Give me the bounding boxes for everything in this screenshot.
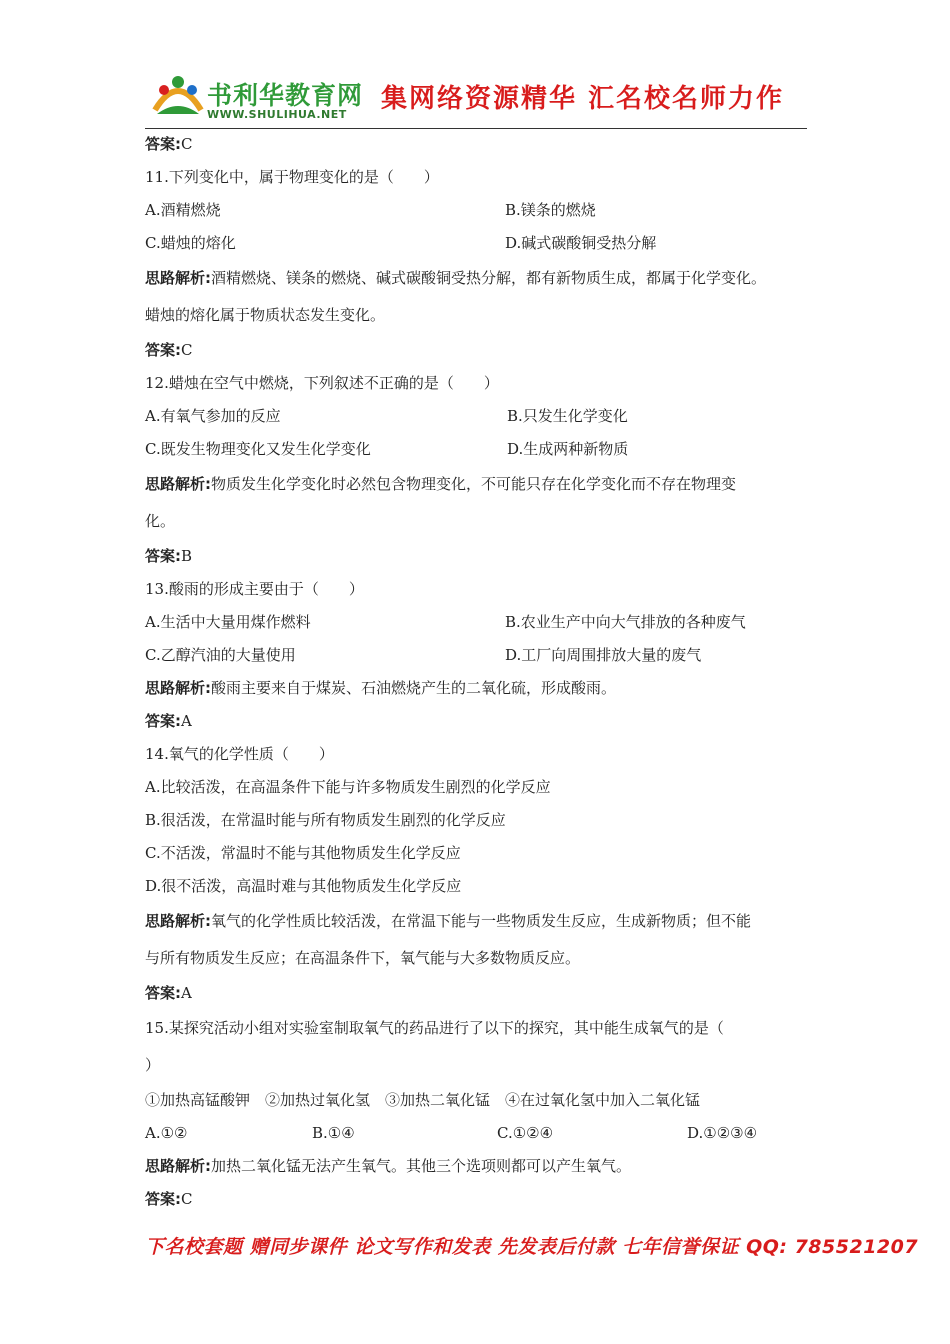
analysis-label: 思路解析: [145, 912, 211, 930]
option-c: C.不活泼，常温时不能与其他物质发生化学反应 [145, 844, 461, 862]
option-c: C.乙醇汽油的大量使用 [145, 646, 296, 664]
answer-line [145, 1183, 820, 1216]
answer-label: 答案: [145, 1190, 181, 1208]
option-d: D.碱式碳酸铜受热分解 [505, 234, 657, 252]
question-11: 11.下列变化中，属于物理变化的是（ ） [145, 168, 439, 186]
answer-value: B [181, 547, 193, 565]
option-b: B.镁条的燃烧 [505, 201, 596, 219]
answer-label: 答案: [145, 547, 181, 565]
option-b: B.很活泼，在常温时能与所有物质发生剧烈的化学反应 [145, 811, 506, 829]
option-a: A.比较活泼，在高温条件下能与许多物质发生剧烈的化学反应 [145, 778, 551, 796]
analysis-line [145, 260, 820, 297]
options-row [145, 1117, 820, 1150]
question-15-cont: ） [145, 1056, 161, 1074]
analysis-line: 蜡烛的熔化属于物质状态发生变化。 [145, 306, 386, 324]
answer-line [145, 540, 820, 573]
answer-value: A [181, 984, 192, 1002]
analysis-line [145, 903, 820, 940]
option-d: D.工厂向周围排放大量的废气 [505, 646, 702, 664]
option-b: B.只发生化学变化 [507, 407, 628, 425]
analysis-line: 化。 [145, 512, 176, 530]
analysis-line [145, 672, 820, 705]
analysis-text: 酸雨主要来自于煤炭、石油燃烧产生的二氧化硫，形成酸雨。 [211, 679, 617, 697]
analysis-label: 思路解析: [145, 269, 211, 287]
option-b: B.农业生产中向大气排放的各种废气 [505, 613, 746, 631]
page-content [145, 128, 820, 1216]
answer-label: 答案: [145, 135, 181, 153]
answer-label: 答案: [145, 984, 181, 1002]
options-row [145, 639, 820, 672]
analysis-line [145, 466, 820, 503]
analysis-text: 酒精燃烧、镁条的燃烧、碱式碳酸铜受热分解，都有新物质生成，都属于化学变化。 [211, 269, 767, 287]
option-d: D.生成两种新物质 [507, 440, 629, 458]
options-row [145, 227, 820, 260]
analysis-text: 氧气的化学性质比较活泼，在常温下能与一些物质发生反应，生成新物质；但不能 [211, 912, 752, 930]
logo-icon [151, 70, 205, 118]
question-15: 15.某探究活动小组对实验室制取氧气的药品进行了以下的探究，其中能生成氧气的是（ [145, 1019, 724, 1037]
question-14: 14.氧气的化学性质（ ） [145, 745, 334, 763]
answer-line [145, 977, 820, 1010]
option-c: C.既发生物理变化又发生化学变化 [145, 440, 371, 458]
option-a: A.①② [145, 1124, 188, 1142]
brand-name: 书利华教育网 [207, 81, 364, 110]
option-a: A.有氧气参加的反应 [145, 407, 281, 425]
option-d: D.①②③④ [687, 1124, 758, 1142]
options-row [145, 606, 820, 639]
brand-url: WWW.SHULIHUA.NET [207, 108, 347, 121]
header-slogan: 集网络资源精华 汇名校名师力作 [381, 84, 785, 114]
option-d: D.很不活泼，高温时难与其他物质发生化学反应 [145, 877, 462, 895]
answer-label: 答案: [145, 341, 181, 359]
option-b: B.①④ [312, 1124, 355, 1142]
option-c: C.①②④ [497, 1124, 554, 1142]
options-row [145, 433, 820, 466]
answer-line [145, 705, 820, 738]
options-row [145, 194, 820, 227]
analysis-text: 加热二氧化锰无法产生氧气。其他三个选项则都可以产生氧气。 [211, 1157, 632, 1175]
option-c: C.蜡烛的熔化 [145, 234, 236, 252]
analysis-label: 思路解析: [145, 1157, 211, 1175]
option-a: A.酒精燃烧 [145, 201, 221, 219]
answer-value: C [181, 341, 193, 359]
answer-label: 答案: [145, 712, 181, 730]
analysis-label: 思路解析: [145, 679, 211, 697]
footer-banner: 下名校套题 赠同步课件 论文写作和发表 先发表后付款 七年信誉保证 QQ: 785521207 [145, 1236, 919, 1258]
answer-line [145, 128, 820, 161]
question-13: 13.酸雨的形成主要由于（ ） [145, 580, 364, 598]
options-row [145, 400, 820, 433]
answer-value: A [181, 712, 192, 730]
analysis-label: 思路解析: [145, 475, 211, 493]
question-12: 12.蜡烛在空气中燃烧，下列叙述不正确的是（ ） [145, 374, 499, 392]
option-a: A.生活中大量用煤作燃料 [145, 613, 311, 631]
analysis-line: 与所有物质发生反应；在高温条件下，氧气能与大多数物质反应。 [145, 949, 581, 967]
statements-line: ①加热高锰酸钾 ②加热过氧化氢 ③加热二氧化锰 ④在过氧化氢中加入二氧化锰 [145, 1091, 701, 1109]
answer-line [145, 334, 820, 367]
page-header [145, 62, 807, 129]
answer-value: C [181, 135, 193, 153]
analysis-line [145, 1150, 820, 1183]
analysis-text: 物质发生化学变化时必然包含物理变化，不可能只存在化学变化而不存在物理变 [211, 475, 737, 493]
answer-value: C [181, 1190, 193, 1208]
